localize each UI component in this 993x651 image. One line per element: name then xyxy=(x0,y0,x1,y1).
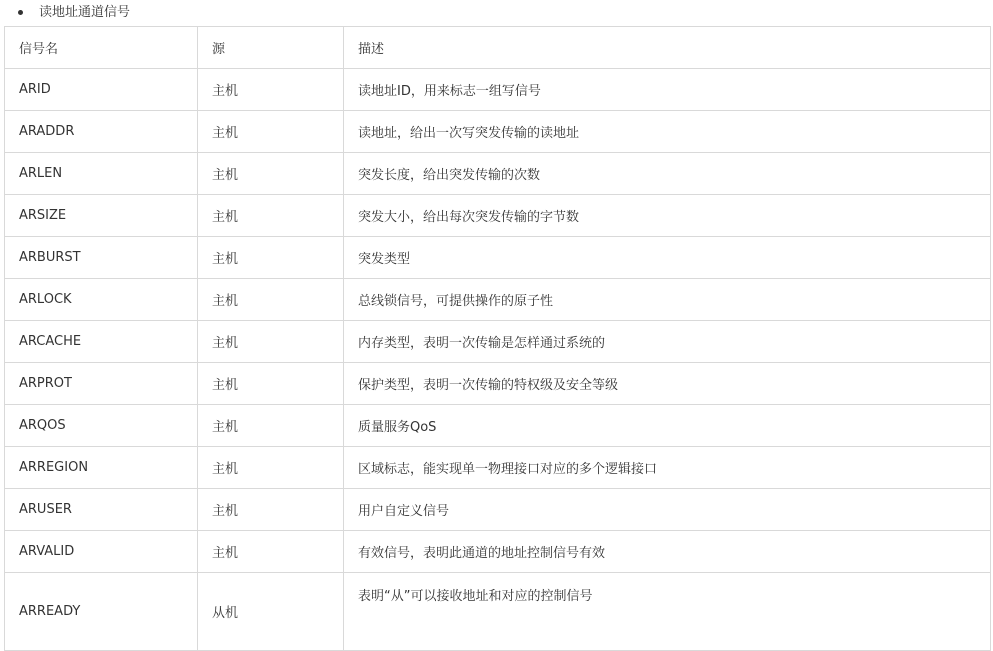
heading-text: 读地址通道信号 xyxy=(39,5,131,20)
description-cell: 突发类型 xyxy=(344,237,991,279)
signal-name-cell: ARBURST xyxy=(5,237,198,279)
description-cell: 区域标志，能实现单一物理接口对应的多个逻辑接口 xyxy=(344,447,991,489)
source-cell: 主机 xyxy=(198,489,344,531)
source-cell: 主机 xyxy=(198,363,344,405)
description-cell: 表明“从”可以接收地址和对应的控制信号 xyxy=(344,573,991,651)
table-row xyxy=(5,573,991,651)
signal-name-cell: ARREADY xyxy=(5,573,198,651)
header-description: 描述 xyxy=(344,27,991,69)
table-row xyxy=(5,237,991,279)
description-cell: 总线锁信号，可提供操作的原子性 xyxy=(344,279,991,321)
source-cell: 主机 xyxy=(198,447,344,489)
source-cell: 主机 xyxy=(198,153,344,195)
header-source: 源 xyxy=(198,27,344,69)
description-cell: 读地址ID，用来标志一组写信号 xyxy=(344,69,991,111)
signal-name-cell: ARADDR xyxy=(5,111,198,153)
source-cell: 主机 xyxy=(198,279,344,321)
description-cell: 有效信号，表明此通道的地址控制信号有效 xyxy=(344,531,991,573)
table-row xyxy=(5,489,991,531)
source-cell: 主机 xyxy=(198,321,344,363)
table-row xyxy=(5,153,991,195)
table-row xyxy=(5,111,991,153)
signal-name-cell: ARID xyxy=(5,69,198,111)
source-cell: 从机 xyxy=(198,573,344,651)
table-row xyxy=(5,447,991,489)
description-cell: 突发长度，给出突发传输的次数 xyxy=(344,153,991,195)
source-cell: 主机 xyxy=(198,111,344,153)
table-row xyxy=(5,531,991,573)
table-row xyxy=(5,195,991,237)
source-cell: 主机 xyxy=(198,531,344,573)
source-cell: 主机 xyxy=(198,195,344,237)
table-row xyxy=(5,321,991,363)
table-row xyxy=(5,405,991,447)
signal-table xyxy=(4,26,991,651)
table-row xyxy=(5,279,991,321)
description-cell: 质量服务QoS xyxy=(344,405,991,447)
source-cell: 主机 xyxy=(198,237,344,279)
description-cell: 保护类型，表明一次传输的特权级及安全等级 xyxy=(344,363,991,405)
signal-name-cell: ARQOS xyxy=(5,405,198,447)
source-cell: 主机 xyxy=(198,69,344,111)
header-signal-name: 信号名 xyxy=(5,27,198,69)
description-cell: 用户自定义信号 xyxy=(344,489,991,531)
signal-name-cell: ARVALID xyxy=(5,531,198,573)
signal-name-cell: ARUSER xyxy=(5,489,198,531)
description-cell: 读地址，给出一次写突发传输的读地址 xyxy=(344,111,991,153)
signal-name-cell: ARLOCK xyxy=(5,279,198,321)
signal-name-cell: ARSIZE xyxy=(5,195,198,237)
bullet-icon xyxy=(18,10,23,15)
table-row xyxy=(5,69,991,111)
signal-name-cell: ARREGION xyxy=(5,447,198,489)
table-row xyxy=(5,363,991,405)
signal-name-cell: ARPROT xyxy=(5,363,198,405)
signal-name-cell: ARLEN xyxy=(5,153,198,195)
description-cell: 内存类型，表明一次传输是怎样通过系统的 xyxy=(344,321,991,363)
signal-name-cell: ARCACHE xyxy=(5,321,198,363)
table-header-row xyxy=(5,27,991,69)
source-cell: 主机 xyxy=(198,405,344,447)
description-cell: 突发大小，给出每次突发传输的字节数 xyxy=(344,195,991,237)
section-heading xyxy=(0,0,993,26)
